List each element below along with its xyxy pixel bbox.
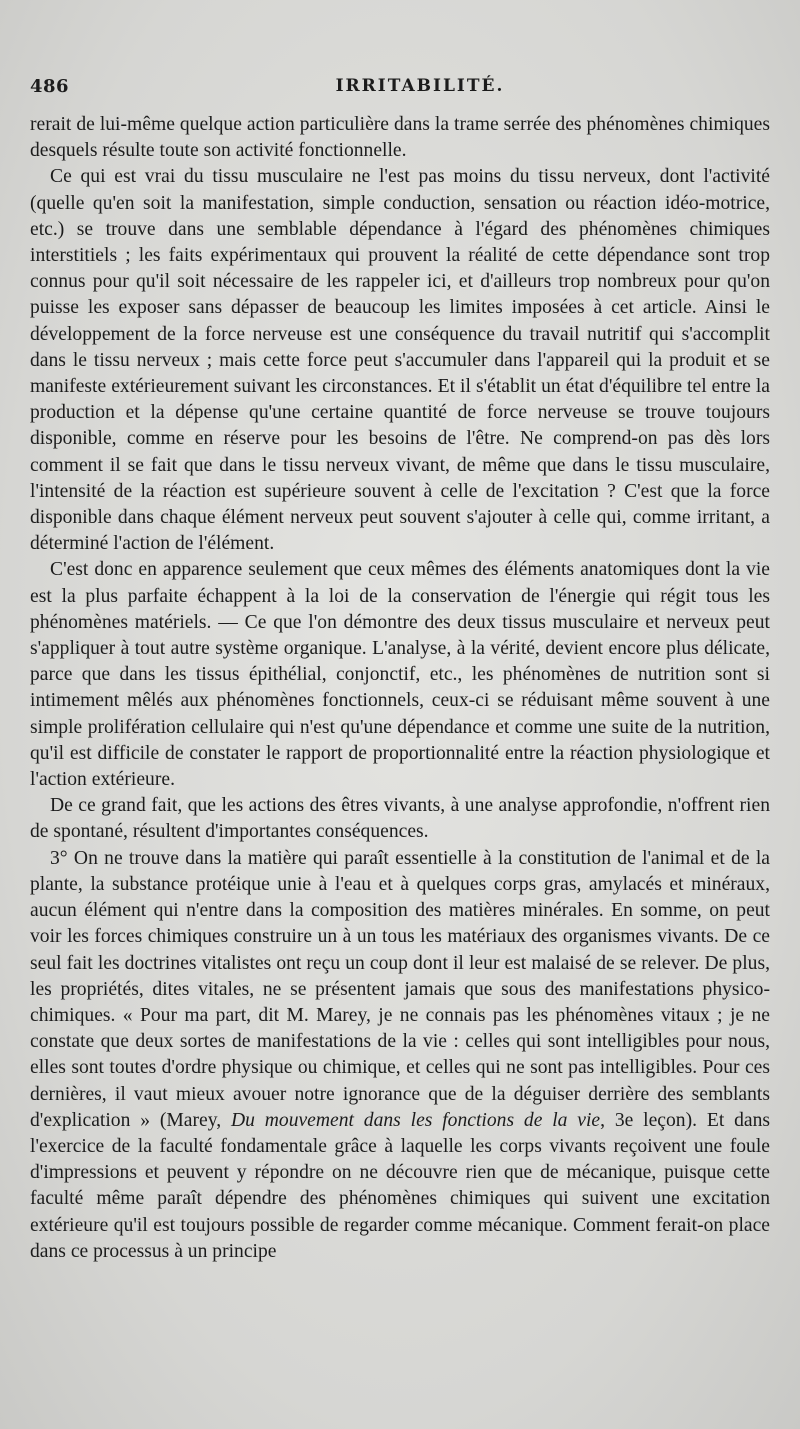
paragraph-continuation: rerait de lui-même quelque action particulière dans la trame serrée des phénomènes chimiques desquels résulte toute son activité fonctionnelle. xyxy=(30,114,770,162)
paragraph-conservation-energy: C'est donc en apparence seulement que ceux mêmes des éléments anatomiques dont la vie est la plus parfaite échappent à la loi de la conservation de l'énergie qui régit tous les phénomènes matériels. — Ce que l'on démontre des deux tissus musculaire et nerveux peut s'appliquer à tout autre système organique. L'analyse, à la vérité, devient encore plus délicate, parce que dans les tissus épithélial, conjonctif, etc., les phénomènes de nutrition sont si intimement mêlés aux phénomènes fonctionnels, ceux-ci se réduisant même souvent à une simple prolifération cellulaire qui n'est qu'une dépendance et comme une suite de la nutrition, qu'il est difficile de constater le rapport de proportionnalité entre la réaction physiologique et l'action extérieure. xyxy=(30,559,770,791)
running-title: IRRITABILITÉ. xyxy=(335,76,505,96)
paragraph-spontaneity: De ce grand fait, que les actions des êtres vivants, à une analyse approfondie, n'offrent rien de spontané, résultent d'importantes conséquences. xyxy=(30,795,770,843)
citation-title: Du mouvement dans les fonctions de la vie xyxy=(230,1109,601,1131)
body-text xyxy=(30,112,770,1265)
page-number: 486 xyxy=(30,76,70,97)
citation-author: (Marey, xyxy=(159,1109,231,1131)
paragraph-nervous-tissue: Ce qui est vrai du tissu musculaire ne l'est pas moins du tissu nerveux, dont l'activité (quelle qu'en soit la manifestation, simple conduction, sensation ou réaction idéo-motrice, etc.) se trouve dans une semblable dépendance à l'égard des phénomènes chimiques interstitiels ; les faits expérimentaux qui prouvent la réalité de cette dépendance sont trop connus pour qu'il soit nécessaire de les rappeler ici, et d'ailleurs trop nombreux pour qu'on puisse les exposer sans dépasser de beaucoup les limites imposées à cet article. Ainsi le développement de la force nerveuse est une conséquence du travail nutritif qui s'accomplit dans le tissu nerveux ; mais cette force peut s'accumuler dans l'appareil qui la produit et se manifeste extérieurement suivant les circonstances. Et il s'établit un état d'équilibre tel entre la production et la dépense qu'une certaine quantité de force nerveuse se trouve toujours disponible, comme en réserve pour les besoins de l'être. Ne comprend-on pas dès lors comment il se fait que dans le tissu nerveux vivant, de même que dans le tissu musculaire, l'intensité de la réaction est supérieure souvent à celle de l'excitation ? C'est que la force disponible dans chaque élément nerveux peut souvent s'ajouter à celle qui, comme irritant, a déterminé l'action de l'élément. xyxy=(30,166,770,555)
paragraph-point-3-text: 3° On ne trouve dans la matière qui paraît essentielle à la constitution de l'animal et de la plante, la substance protéique unie à l'eau et à quelques corps gras, amylacés et minéraux, aucun élément qui n'entre dans la composition des matières minérales. En somme, on peut voir les forces chimiques construire un à un tous les matériaux des organismes vivants. De ce seul fait les doctrines vitalistes ont reçu un coup dont il leur est malaisé de se relever. De plus, les propriétés, dites vitales, ne se présentent jamais que sous des manifestations physico-chimiques. « Pour ma part, dit M. Marey, je ne connais pas les phénomènes vitaux ; je ne constate que deux sortes de manifestations de la vie : celles qui sont intelligibles pour nous, elles sont toutes d'ordre physique ou chimique, et celles qui ne sont pas intelligibles. Pour ces dernières, il vaut mieux avouer notre ignorance que de la déguiser derrière des semblants d'explication » xyxy=(30,847,770,1131)
paragraph-point-3-rest: , 3e leçon). Et dans l'exercice de la faculté fondamentale grâce à laquelle les corps vivants reçoivent une foule d'impressions et peuvent y répondre on ne découvre rien que de mécanique, puisque cette faculté même paraît dépendre des phénomènes chimiques qui suivent une excitation extérieure qu'il est toujours possible de regarder comme mécanique. Comment ferait-on place dans ce processus à un principe xyxy=(30,1109,771,1262)
running-head xyxy=(30,76,770,102)
paragraph-point-3 xyxy=(30,846,770,1265)
